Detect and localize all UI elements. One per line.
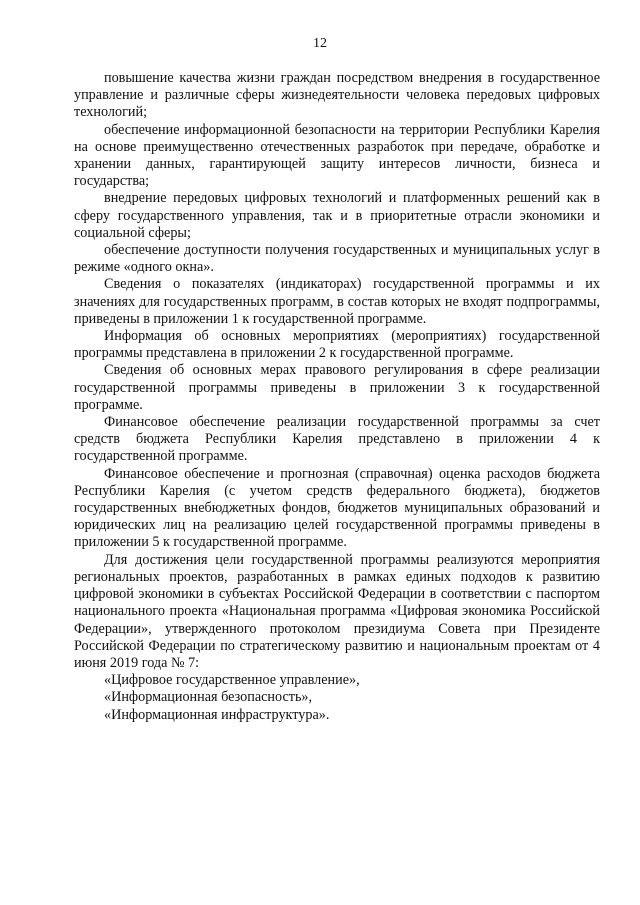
- paragraph-goal-quality-of-life: повышение качества жизни граждан посредством внедрения в государственное управление и различные сферы жизнедеятельности человека передовых цифровых технологий;: [74, 70, 600, 121]
- list-item-project-information-security: «Информационная безопасность»,: [104, 689, 313, 706]
- document-body: [74, 70, 600, 724]
- paragraph-indicators-appendix-1: Сведения о показателях (индикаторах) государственной программы и их значениях для государственных программ, в состав которых не входят подпрограммы, приведены в приложении 1 к государственной программе.: [74, 276, 600, 327]
- paragraph-measures-appendix-2: Информация об основных мероприятиях (мероприятиях) государственной программы представлена в приложении 2 к государственной программе.: [74, 328, 600, 362]
- list-item-project-information-infrastructure: «Информационная инфраструктура».: [104, 706, 330, 723]
- paragraph-goal-information-security: обеспечение информационной безопасности на территории Республики Карелия на основе преимущественно отечественных разработок при передаче, обработке и хранении данных, гарантирующей защиту интересов личности, бизнеса и государства;: [74, 121, 600, 190]
- paragraph-forecast-appendix-5: Финансовое обеспечение и прогнозная (справочная) оценка расходов бюджета Республики Карелия (с учетом средств федерального бюджета), бюджетов государственных внебюджетных фондов, бюджетов муниципальных образований и юридических лиц на реализацию целей государственной программы приведены в приложении 5 к государственной программе.: [74, 465, 600, 551]
- paragraph-regulation-appendix-3: Сведения об основных мерах правового регулирования в сфере реализации государственной программы приведены в приложении 3 к государственной программе.: [74, 362, 600, 413]
- page-number: 12: [313, 36, 327, 51]
- list-item-project-digital-government: «Цифровое государственное управление»,: [104, 672, 360, 689]
- paragraph-financing-appendix-4: Финансовое обеспечение реализации государственной программы за счет средств бюджета Республики Карелия представлено в приложении 4 к государственной программе.: [74, 414, 600, 465]
- paragraph-regional-projects: Для достижения цели государственной программы реализуются мероприятия региональных проектов, разработанных в рамках единых подходов к развитию цифровой экономики в субъектах Российской Федерации в соответствии с паспортом национального проекта «Национальная программа «Цифровая экономика Российской Федерации», утвержденного протоколом президиума Совета при Президенте Российской Федерации по стратегическому развитию и национальным проектам от 4 июня 2019 года № 7:: [74, 551, 600, 671]
- paragraph-goal-one-window-services: обеспечение доступности получения государственных и муниципальных услуг в режиме «одного окна».: [74, 242, 600, 276]
- paragraph-goal-digital-technologies: внедрение передовых цифровых технологий и платформенных решений как в сферу государственного управления, так и в приоритетные отрасли экономики и социальной сферы;: [74, 190, 600, 241]
